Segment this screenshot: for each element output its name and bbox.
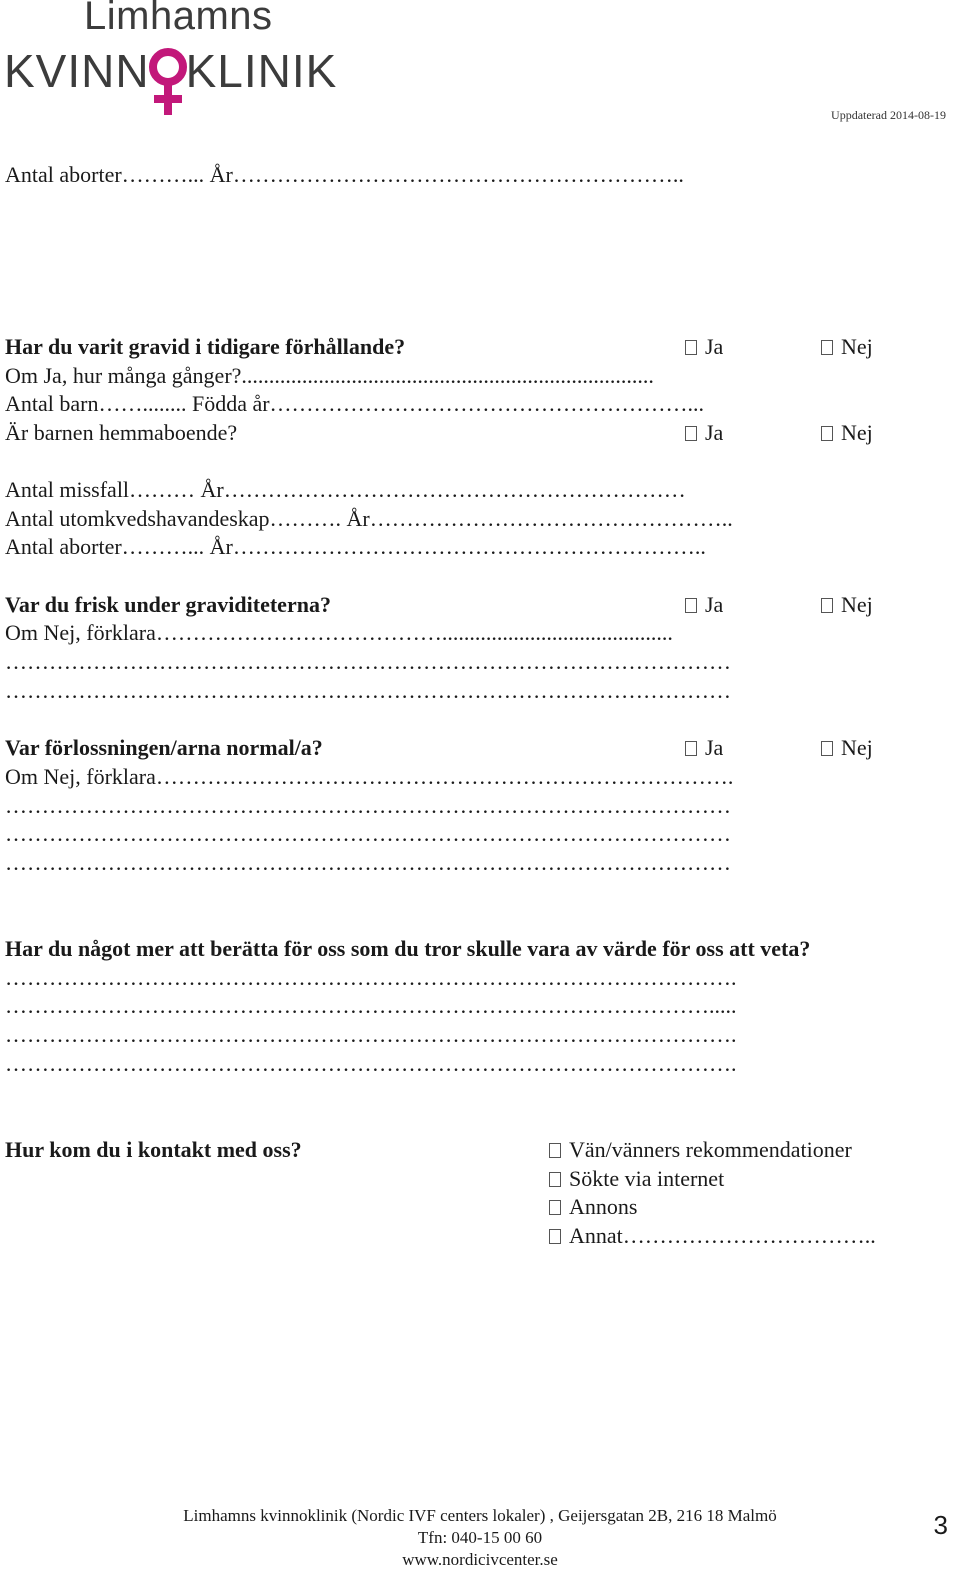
option-label: Ja — [705, 592, 724, 617]
option-label: Ja — [705, 420, 724, 445]
delivery-dotted-line[interactable]: ……………………………………………………………………………………… — [5, 793, 731, 818]
living-home-no-option[interactable] — [821, 419, 873, 447]
page-number: 3 — [933, 1510, 948, 1540]
delivery-dotted-line[interactable]: ……………………………………………………………………………………… — [5, 821, 731, 846]
delivery-dotted-line[interactable]: ……………………………………………………………………………………… — [5, 850, 731, 875]
footer-web[interactable]: www.nordicivcenter.se — [402, 1550, 558, 1569]
more-info-dotted-line[interactable]: ………………………………………………………………………………………. — [5, 1022, 737, 1047]
logo-text-left: KVINN — [4, 45, 150, 97]
logo-line-1: Limhamns — [84, 0, 273, 38]
footer-phone: Tfn: 040-15 00 60 — [417, 1528, 543, 1547]
health-explain-field[interactable]: Om Nej, förklara………………………………….......................................... — [5, 620, 673, 645]
option-label: Annons — [569, 1194, 638, 1219]
checkbox-icon[interactable] — [685, 340, 697, 355]
venus-symbol-icon — [150, 51, 186, 91]
checkbox-icon[interactable] — [549, 1229, 561, 1244]
updated-date: Uppdaterad 2014-08-19 — [831, 108, 946, 122]
checkbox-icon[interactable] — [821, 741, 833, 756]
pregnancy-no-option[interactable] — [821, 333, 873, 361]
living-home-yes-option[interactable] — [685, 419, 723, 447]
option-label: Nej — [841, 420, 873, 445]
option-label: Annat…………………………….. — [569, 1223, 876, 1248]
ectopic-field[interactable]: Antal utomkvedshavandeskap………. År………………………………………….. — [5, 506, 733, 531]
delivery-yes-option[interactable] — [685, 734, 723, 762]
more-info-dotted-line[interactable]: ………………………………………………………………………………………. — [5, 965, 737, 990]
option-label: Nej — [841, 334, 873, 359]
delivery-explain-field[interactable]: Om Nej, förklara……………………………………………………………………. — [5, 764, 734, 789]
option-label: Vän/vänners rekommendationer — [569, 1137, 852, 1162]
contact-option-internet[interactable] — [549, 1165, 724, 1193]
pregnancy-yes-option[interactable] — [685, 333, 723, 361]
logo-text-right: KLINIK — [185, 45, 338, 97]
checkbox-icon[interactable] — [685, 426, 697, 441]
living-home-question: Är barnen hemmaboende? — [5, 420, 238, 445]
health-no-option[interactable] — [821, 591, 873, 619]
abortions-field[interactable]: Antal aborter………... År……………………………………………………….. — [5, 534, 706, 559]
option-label: Nej — [841, 592, 873, 617]
checkbox-icon[interactable] — [685, 741, 697, 756]
contact-question: Hur kom du i kontakt med oss? — [5, 1137, 302, 1162]
checkbox-icon[interactable] — [821, 598, 833, 613]
abortions-line-top: Antal aborter………... År…………………………………………………….. — [5, 162, 684, 187]
delivery-no-option[interactable] — [821, 734, 873, 762]
contact-option-referral[interactable] — [549, 1136, 852, 1164]
more-info-dotted-line[interactable]: ………………………………………………………………………………………. — [5, 1051, 737, 1076]
option-label: Sökte via internet — [569, 1166, 725, 1191]
checkbox-icon[interactable] — [821, 340, 833, 355]
health-yes-option[interactable] — [685, 591, 723, 619]
checkbox-icon[interactable] — [821, 426, 833, 441]
footer-address: Limhamns kvinnoklinik (Nordic IVF centers lokaler) , Geijersgatan 2B, 216 18 Malmö — [183, 1506, 777, 1525]
delivery-question: Var förlossningen/arna normal/a? — [5, 735, 323, 760]
option-label: Ja — [705, 735, 724, 760]
miscarriage-field[interactable]: Antal missfall……… År……………………………………………………… — [5, 477, 686, 502]
checkbox-icon[interactable] — [549, 1172, 561, 1187]
more-info-dotted-line[interactable]: ……………………………………………………………………………………..... — [5, 993, 737, 1018]
pregnancy-question: Har du varit gravid i tidigare förhållande? — [5, 334, 406, 359]
logo-line-2 — [4, 44, 337, 98]
contact-option-other[interactable] — [549, 1222, 876, 1250]
option-label: Nej — [841, 735, 873, 760]
option-label: Ja — [705, 334, 724, 359]
health-question: Var du frisk under graviditeterna? — [5, 592, 331, 617]
children-field[interactable]: Antal barn……........ Födda år…………………………………………………... — [5, 391, 705, 416]
more-info-question: Har du något mer att berätta för oss som du tror skulle vara av värde för oss att veta? — [5, 936, 811, 961]
how-many-times-field[interactable]: Om Ja, hur många gånger?........................................................................... — [5, 363, 654, 388]
health-dotted-line[interactable]: ……………………………………………………………………………………… — [5, 649, 731, 674]
checkbox-icon[interactable] — [685, 598, 697, 613]
checkbox-icon[interactable] — [549, 1200, 561, 1215]
checkbox-icon[interactable] — [549, 1143, 561, 1158]
contact-option-ad[interactable] — [549, 1193, 637, 1221]
health-dotted-line[interactable]: ……………………………………………………………………………………… — [5, 678, 731, 703]
